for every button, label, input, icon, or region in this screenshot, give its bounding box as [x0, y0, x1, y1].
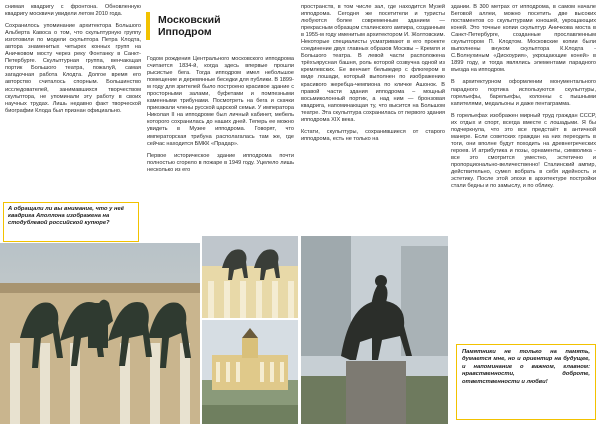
paragraph: пространств, в том числе зал, где находится Музей ипподрома. Сегодня же посетители и туристы любуются более современным зданием — прекрасным образцом сталинского ампира, созданным в 1955-м году именитым архитектором И. Жолтовским. Некоторые специалисты усматривают в его проекте соединение двух главных образов Москвы – Кремля и Большого театра. В левой части расположена трёхъярусная башня, роль которой созвучна одной из кремлевских. Ее венчает бельведер с флюгером в виде лошади, который выполнен по изображению красивого жеребца-чемпиона по кличке Ашонок. В правой части здания ипподрома – мощный восьмиколонный портик, а над ним — бронзовая квадрига, напоминающая ту, что высится на Большом театре. Эта скульптура сохранилась от первого здания ипподрома XIX века.: [301, 4, 446, 123]
section-heading: [158, 14, 278, 38]
paragraph: здании. В 300 метрах от ипподрома, в самом начале Беговой аллеи, можно посетить две высоких постаментов со скульптурами юношей, укрощающих коней. Это точные копии скульптур Аничкова моста в Санкт-Петербурге, созданные прославленным скульптором П. Клодтом. Московские копии были выполнены внуком скульптора К.Клодта - С.Волнухиным «Дискоурия», укрощающие коней» в 1899 году, и тогда являлись элементами парадного въезда на ипподром.: [451, 4, 596, 74]
heading-line-1: Московский: [158, 14, 221, 26]
text-column-3: [301, 4, 445, 148]
hippodrome-building-photo: [202, 320, 298, 424]
text-column-4: [451, 4, 596, 195]
paragraph: В архитектурном оформлении монументального парадного портика используются скульптуры, горельефы, барельефы, колонны с пышными капителями, медальоны и даже пентаграмма.: [451, 79, 596, 107]
callout-quote-right: Памятники не только на память, думается мне, но и ориентир на будущее, и напоминание о важном, главном: нравственности, доброте, ответственности и любви!: [456, 344, 596, 420]
paragraph: Кстати, скульптуры, сохранившиеся от старого ипподрома, есть не только на: [301, 128, 445, 142]
quadriga-photo: [0, 243, 200, 424]
paragraph: В горельефах изображен мирный труд граждан СССР, их отдых и спорт, всегда вместе с лошадьми. Я бы подчеркнула, что это все предстаёт в античной манере. Если советских граждан на них переодеть в тоги, они вполне будут походить на древнегреческих героев. И атрибутика и позы, орнаменты, символика - все это смотрится уместно, эстетично и пропорционально-величественно! Сталинский ампир, действительно, сумел вобрать в себя идейность и эстетику. После этой эпохи в архитектуре постройки стали бедны и по замыслу, и по облику.: [451, 112, 596, 190]
text-column-2: [147, 56, 294, 179]
paragraph: Первое историческое здание ипподрома почти полностью сгорело в пожаре в 1949 году. Уцелело лишь несколько из его: [147, 152, 294, 173]
heading-accent-bar: [146, 12, 150, 40]
paragraph: Годом рождения Центрального московского ипподрома считается 1834-й, когда здесь впервые прошли рысистые бега. Тогда ипподром имел небольшое помещение и деревянные беседки для публики. В 1899-м году для зрителей было построено красивое здание с просторными залами, буфетами и помпезными каменными трибунами. Посмотреть на бега и скачки приезжали члены русской царской семьи. У императора Николая II на ипподроме был личный кабинет, мебель которого сохранилась до наших дней. Теперь ее можно увидеть в Музее ипподрома. Говорят, что императорская трибуна располагалась там же, где сейчас находится БМКК «Прадар».: [147, 56, 294, 147]
heading-line-2: Ипподром: [158, 26, 212, 38]
paragraph: снимая квадригу с фронтона. Обновленную квадригу москвичи увидели летом 2010 года.: [5, 4, 141, 18]
horse-tamer-sculpture-photo: [301, 236, 448, 424]
building-sculpture-photo: [202, 236, 298, 318]
callout-quote-left: А обращали ли вы внимание, что у неё квадрига Аполлона изображена на стодублевой российской купюре?: [3, 202, 139, 242]
text-column-1: [5, 4, 141, 120]
paragraph: Сохранилось упоминание архитектора Большого Альберта Кавоса о том, что скульптурную группу изготовили по модели скульптора Петра Клодта, автора знаменитых четырех конных групп на Аничковом мосту через реку Фонтанку в Санкт-Петербурге. Скульптурная группа, венчающая портик Большого театра, пожалуй, самая загадочная работа Клодта. Долгое время его авторство считалось спорным. Большинство исследователей, занимавшихся творчеством скульптора, не упоминали эту работу в своих научных трудах. Лишь недавно факт творческой биографии Клода был признан официально.: [5, 23, 141, 114]
